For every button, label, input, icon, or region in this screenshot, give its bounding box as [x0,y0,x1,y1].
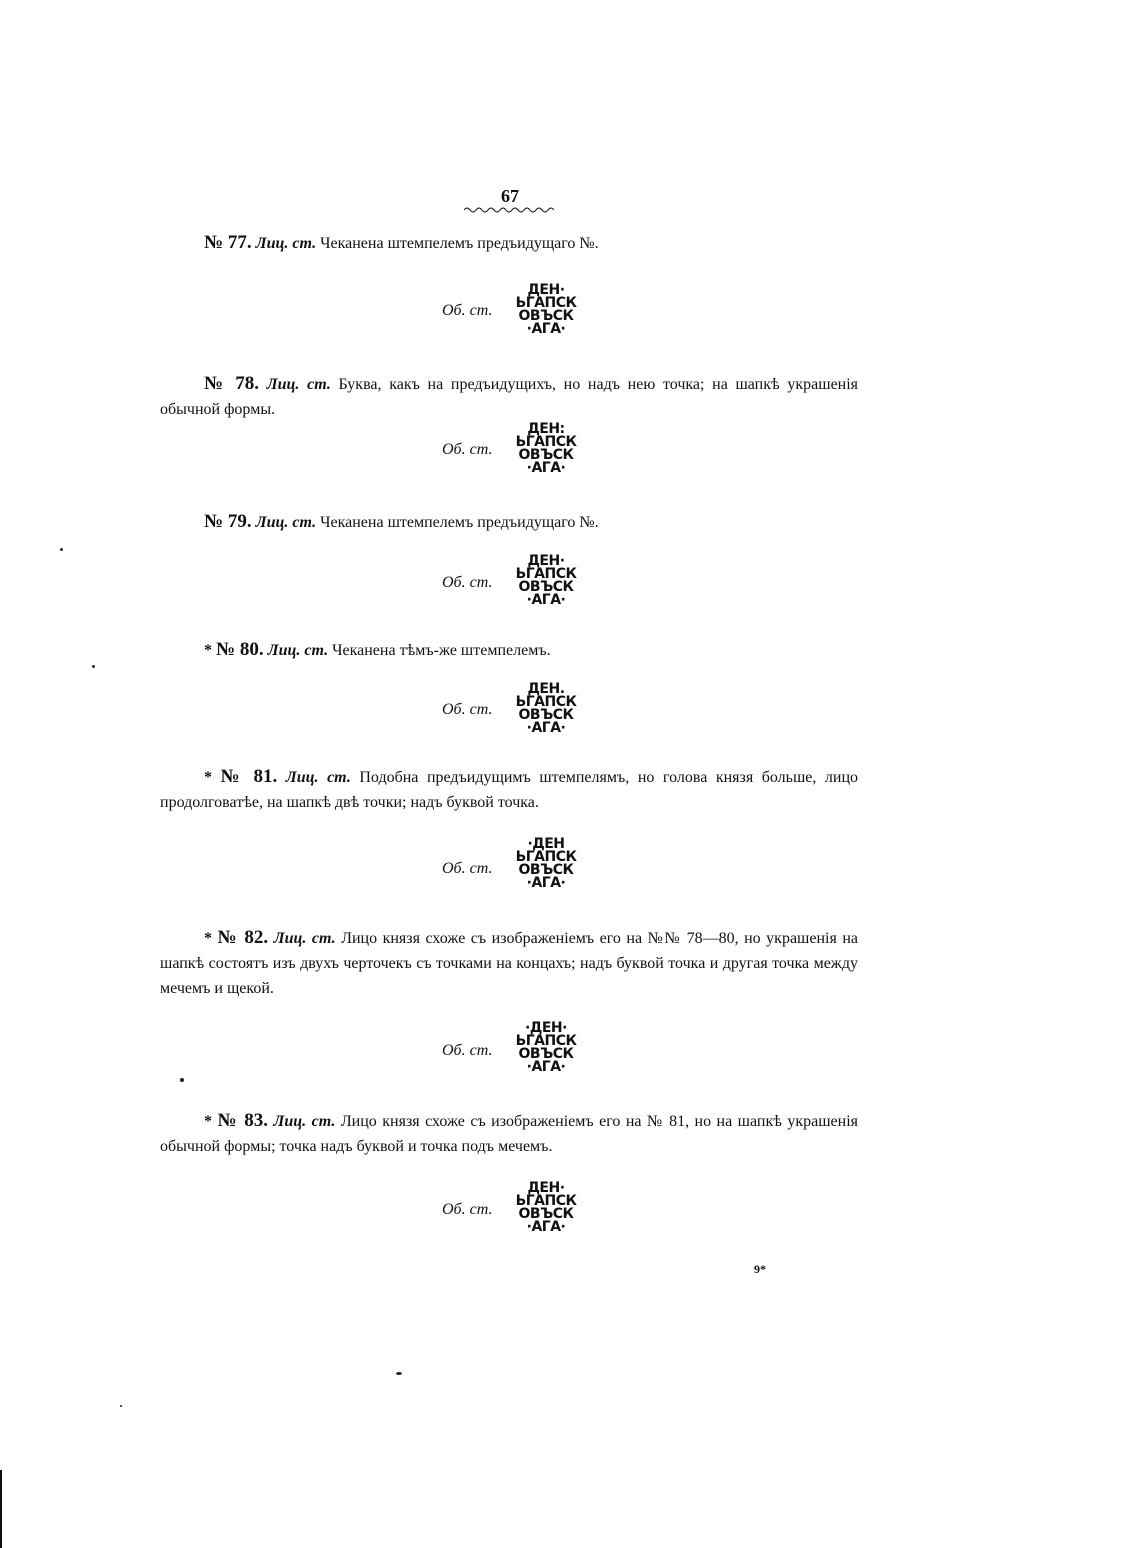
scan-speck [92,665,95,668]
scan-speck [120,1405,122,1407]
entry-83: * № 83. Лиц. ст. Лицо князя схоже съ изображеніемъ его на № 81, но на шапкѣ украшенія обычной формы; точка надъ буквой и точка подъ мечемъ. [160,1110,859,1155]
scan-speck [180,1078,184,1082]
coin-legend-stamp: ДЕН: ЬГАПСК ОВЪСК ·АГА· [515,421,577,476]
coin-legend-stamp: ДЕН. ЬГАПСК ОВЪСК ·АГА· [515,681,577,736]
coin-legend-stamp: ДЕН· ЬГАПСК ОВЪСК ·АГА· [515,1180,577,1235]
signature-mark: 9* [754,1262,766,1276]
ob-label: Об. ст. [442,574,493,591]
coin-legend-stamp: ДЕН· ЬГАПСК ОВЪСК ·АГА· [515,282,577,337]
coin-legend-stamp: ·ДЕН ЬГАПСК ОВЪСК ·АГА· [515,836,577,891]
scan-speck [396,1372,402,1375]
entry-77: № 77. Лиц. ст. Чеканена штемпелемъ предъидущаго №. [204,232,599,253]
scan-speck [60,548,63,551]
coin-legend-stamp: ДЕН· ЬГАПСК ОВЪСК ·АГА· [515,553,577,608]
coin-legend-stamp: ·ДЕН· ЬГАПСК ОВЪСК ·АГА· [515,1020,577,1075]
scan-edge-line [0,1470,2,1548]
entry-79: № 79. Лиц. ст. Чеканена штемпелемъ предъидущаго №. [204,511,599,532]
ob-label: Об. ст. [442,1201,493,1218]
ob-label: Об. ст. [442,441,493,458]
entry-78: № 78. Лиц. ст. Буква, какъ на предъидущихъ, но надъ нею точка; на шапкѣ украшенія обычной формы. [160,373,859,418]
ob-label: Об. ст. [442,302,493,319]
entry-80: * № 80. Лиц. ст. Чеканена тѣмъ-же штемпелемъ. [204,639,551,660]
entry-81: * № 81. Лиц. ст. Подобна предъидущимъ штемпелямъ, но голова князя больше, лицо продолговатѣе, на шапкѣ двѣ точки; надъ буквой точка. [160,766,859,811]
page-number: 67 [501,186,519,206]
ob-label: Об. ст. [442,701,493,718]
entry-82: * № 82. Лиц. ст. Лицо князя схоже съ изображеніемъ его на №№ 78—80, но украшенія на шапкѣ состоятъ изъ двухъ черточекъ съ точками на концахъ; надъ буквой точка и другая точка между мечемъ и щекой. [160,927,858,997]
ob-label: Об. ст. [442,860,493,877]
ob-label: Об. ст. [442,1042,493,1059]
wavy-underline [464,206,554,214]
